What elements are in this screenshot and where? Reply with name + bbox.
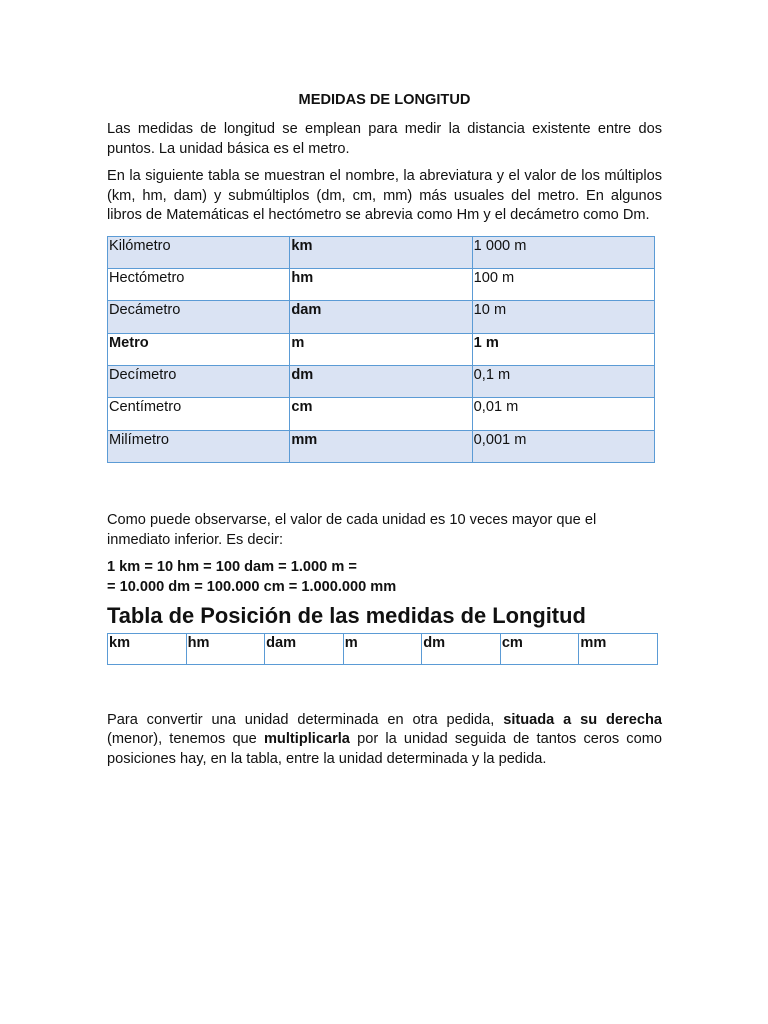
units-table	[107, 236, 655, 464]
position-cell: hm	[186, 633, 265, 664]
unit-abbr: hm	[290, 268, 472, 300]
equivalence-equation	[107, 558, 662, 597]
unit-value: 0,1 m	[472, 366, 654, 398]
unit-name: Decámetro	[108, 301, 290, 333]
unit-value: 100 m	[472, 268, 654, 300]
unit-abbr: mm	[290, 430, 472, 462]
conversion-text-1: Para convertir una unidad determinada en otra pedida,	[107, 711, 504, 728]
unit-value: 1 000 m	[472, 236, 654, 268]
unit-abbr: km	[290, 236, 472, 268]
conversion-text-2: (menor), tenemos que	[107, 731, 264, 748]
unit-name: Centímetro	[108, 398, 290, 430]
table-row	[108, 633, 658, 664]
table-row	[108, 333, 655, 365]
conversion-bold-2: multiplicarla	[263, 731, 350, 748]
observation-paragraph: Como puede observarse, el valor de cada unidad es 10 veces mayor que el inmediato inferior. Es decir:	[107, 512, 597, 548]
conversion-bold-1: situada a su derecha	[503, 711, 662, 728]
position-cell: cm	[500, 633, 579, 664]
unit-value: 1 m	[472, 333, 654, 365]
unit-value: 10 m	[472, 301, 654, 333]
unit-abbr: dam	[290, 301, 472, 333]
table-row	[108, 236, 655, 268]
table-row	[108, 301, 655, 333]
position-cell: dam	[265, 633, 344, 664]
unit-name: Kilómetro	[108, 236, 290, 268]
unit-abbr: cm	[290, 398, 472, 430]
unit-abbr: m	[290, 333, 472, 365]
unit-value: 0,01 m	[472, 398, 654, 430]
equation-line-1: 1 km = 10 hm = 100 dam = 1.000 m =	[107, 559, 357, 576]
table-row	[108, 430, 655, 462]
unit-name: Metro	[108, 333, 290, 365]
intro-paragraph: Las medidas de longitud se emplean para medir la distancia existente entre dos puntos. La unidad básica es el metro.	[107, 121, 662, 157]
position-table-title: Tabla de Posición de las medidas de Longitud	[107, 603, 586, 629]
position-table	[107, 633, 658, 665]
table-row	[108, 398, 655, 430]
unit-name: Decímetro	[108, 366, 290, 398]
document-content	[107, 90, 662, 769]
conversion-text-3: por la unidad seguida de tantos ceros como posiciones hay, en la tabla, entre la unidad determinada y la pedida.	[107, 731, 662, 767]
unit-value: 0,001 m	[472, 430, 654, 462]
equation-line-2: = 10.000 dm = 100.000 cm = 1.000.000 mm	[107, 578, 397, 595]
table-row	[108, 366, 655, 398]
unit-name: Milímetro	[108, 430, 290, 462]
table-description-paragraph: En la siguiente tabla se muestran el nombre, la abreviatura y el valor de los múltiplos (km, hm, dam) y submúltiplos (dm, cm, mm) más usuales del metro. En algunos libros de Matemáticas el hectómetro se abrevia como Hm y el decámetro como Dm.	[107, 168, 662, 223]
position-cell: km	[108, 633, 187, 664]
position-cell: m	[343, 633, 422, 664]
unit-name: Hectómetro	[108, 268, 290, 300]
position-cell: mm	[579, 633, 658, 664]
document-title: MEDIDAS DE LONGITUD	[298, 92, 471, 108]
position-cell: dm	[422, 633, 501, 664]
table-row	[108, 268, 655, 300]
unit-abbr: dm	[290, 366, 472, 398]
conversion-paragraph	[107, 711, 662, 770]
